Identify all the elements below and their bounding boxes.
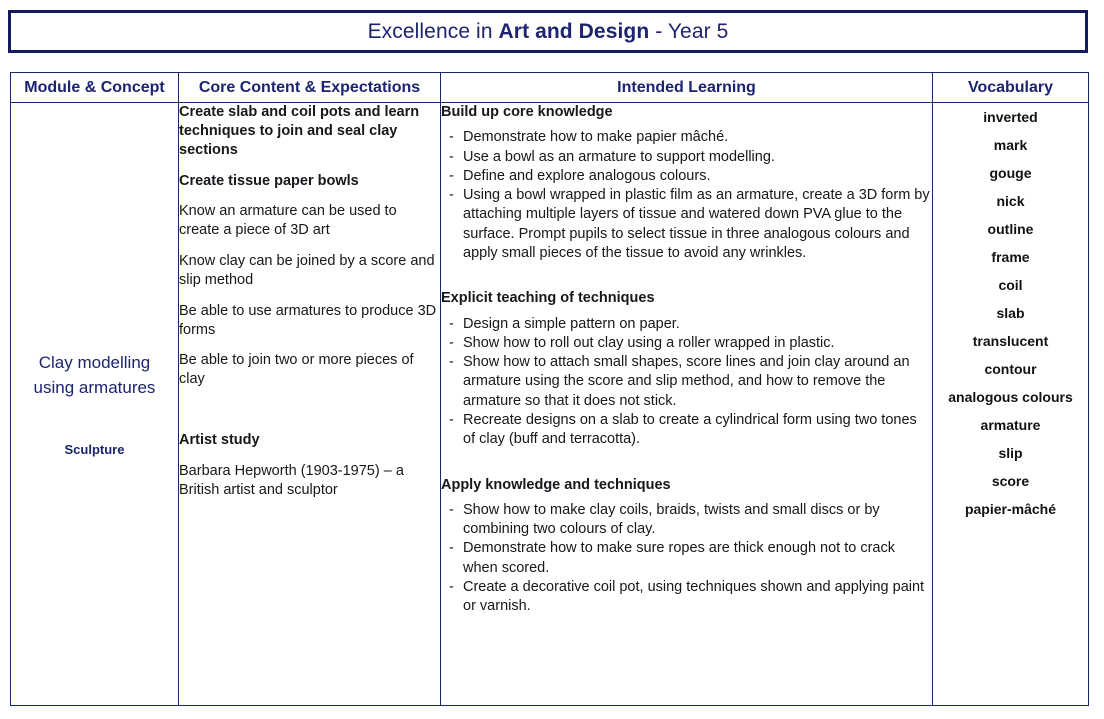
title-prefix: Excellence in (367, 19, 499, 43)
column-header-module: Module & Concept (11, 73, 179, 103)
vocabulary-item: armature (980, 417, 1041, 433)
vocabulary-item: coil (998, 277, 1023, 293)
title-suffix: - Year 5 (649, 19, 729, 43)
intended-learning-items (441, 315, 932, 450)
table-header-row (11, 73, 1089, 103)
core-content-list (179, 103, 440, 500)
list-item: - Show how to make clay coils, braids, twists and small discs or by combining two colours of clay. (441, 501, 932, 540)
cell-core-content (179, 103, 441, 706)
core-content-spacer (179, 401, 440, 431)
intended-learning-group (441, 103, 932, 263)
list-item: - Show how to roll out clay using a roller wrapped in plastic. (441, 334, 932, 353)
intended-learning-heading: Build up core knowledge (441, 104, 613, 120)
list-item: - Demonstrate how to make papier mâché. (441, 128, 932, 147)
core-content-item: Create tissue paper bowls (179, 172, 359, 189)
intended-learning-group (441, 476, 932, 617)
vocabulary-item: outline (987, 221, 1034, 237)
vocabulary-item: nick (996, 193, 1025, 209)
core-content-item: Create slab and coil pots and learn techniques to join and seal clay sections (179, 104, 420, 158)
vocabulary-item: score (991, 473, 1030, 489)
list-item: - Use a bowl as an armature to support modelling. (441, 148, 932, 167)
intended-learning-list (441, 103, 932, 616)
vocabulary-item: mark (993, 137, 1028, 153)
vocabulary-item: frame (991, 249, 1030, 265)
column-header-core-content: Core Content & Expectations (179, 73, 441, 103)
table-row (11, 103, 1089, 706)
vocabulary-item: inverted (983, 109, 1038, 125)
list-item: - Using a bowl wrapped in plastic film as an armature, create a 3D form by attaching multiple layers of tissue and watered down PVA glue to the surface. Prompt pupils to select tissue in three analogous colours and apply small pieces of the tissue to avoid any wrinkles. (441, 186, 932, 263)
vocabulary-list (933, 103, 1088, 523)
intended-learning-heading: Explicit teaching of techniques (441, 290, 655, 307)
core-content-item: Know clay can be joined by a score and slip method (179, 253, 435, 288)
list-item: - Create a decorative coil pot, using techniques shown and applying paint or varnish. (441, 578, 932, 617)
cell-intended-learning (441, 103, 933, 706)
list-item: - Demonstrate how to make sure ropes are thick enough not to crack when scored. (441, 539, 932, 578)
vocabulary-item: papier-mâché (964, 501, 1057, 517)
intended-learning-items (441, 501, 932, 617)
cell-vocabulary (933, 103, 1089, 706)
core-content-item: Artist study (179, 432, 260, 449)
cell-module-concept (11, 103, 179, 706)
core-content-item: Barbara Hepworth (1903-1975) – a British artist and sculptor (179, 462, 404, 498)
page-title (368, 20, 729, 44)
curriculum-table (10, 72, 1089, 706)
list-item: - Define and explore analogous colours. (441, 167, 932, 186)
column-header-vocabulary: Vocabulary (933, 73, 1089, 103)
core-content-item: Be able to join two or more pieces of clay (179, 352, 414, 388)
vocabulary-item: analogous colours (948, 389, 1073, 405)
list-item: - Show how to attach small shapes, score lines and join clay around an armature using the score and slip method, and how to remove the armature so that it does not stick. (441, 353, 932, 411)
vocabulary-item: slab (996, 305, 1025, 321)
core-content-item: Know an armature can be used to create a piece of 3D art (179, 203, 397, 239)
module-title: Clay modelling using armatures (33, 352, 156, 397)
list-item: - Design a simple pattern on paper. (441, 315, 932, 334)
list-item: - Recreate designs on a slab to create a cylindrical form using two tones of clay (buff and terracotta). (441, 411, 932, 450)
column-header-intended-learning: Intended Learning (441, 73, 933, 103)
vocabulary-item: contour (984, 361, 1037, 377)
title-subject: Art and Design (498, 19, 650, 43)
intended-learning-items (441, 128, 932, 263)
vocabulary-item: translucent (972, 333, 1049, 349)
intended-learning-group (441, 289, 932, 449)
module-concept: Sculpture (64, 442, 125, 458)
page-title-banner (8, 10, 1088, 53)
vocabulary-item: slip (998, 445, 1023, 461)
intended-learning-heading: Apply knowledge and techniques (441, 476, 671, 493)
vocabulary-item: gouge (989, 165, 1032, 181)
core-content-item: Be able to use armatures to produce 3D forms (179, 302, 437, 338)
